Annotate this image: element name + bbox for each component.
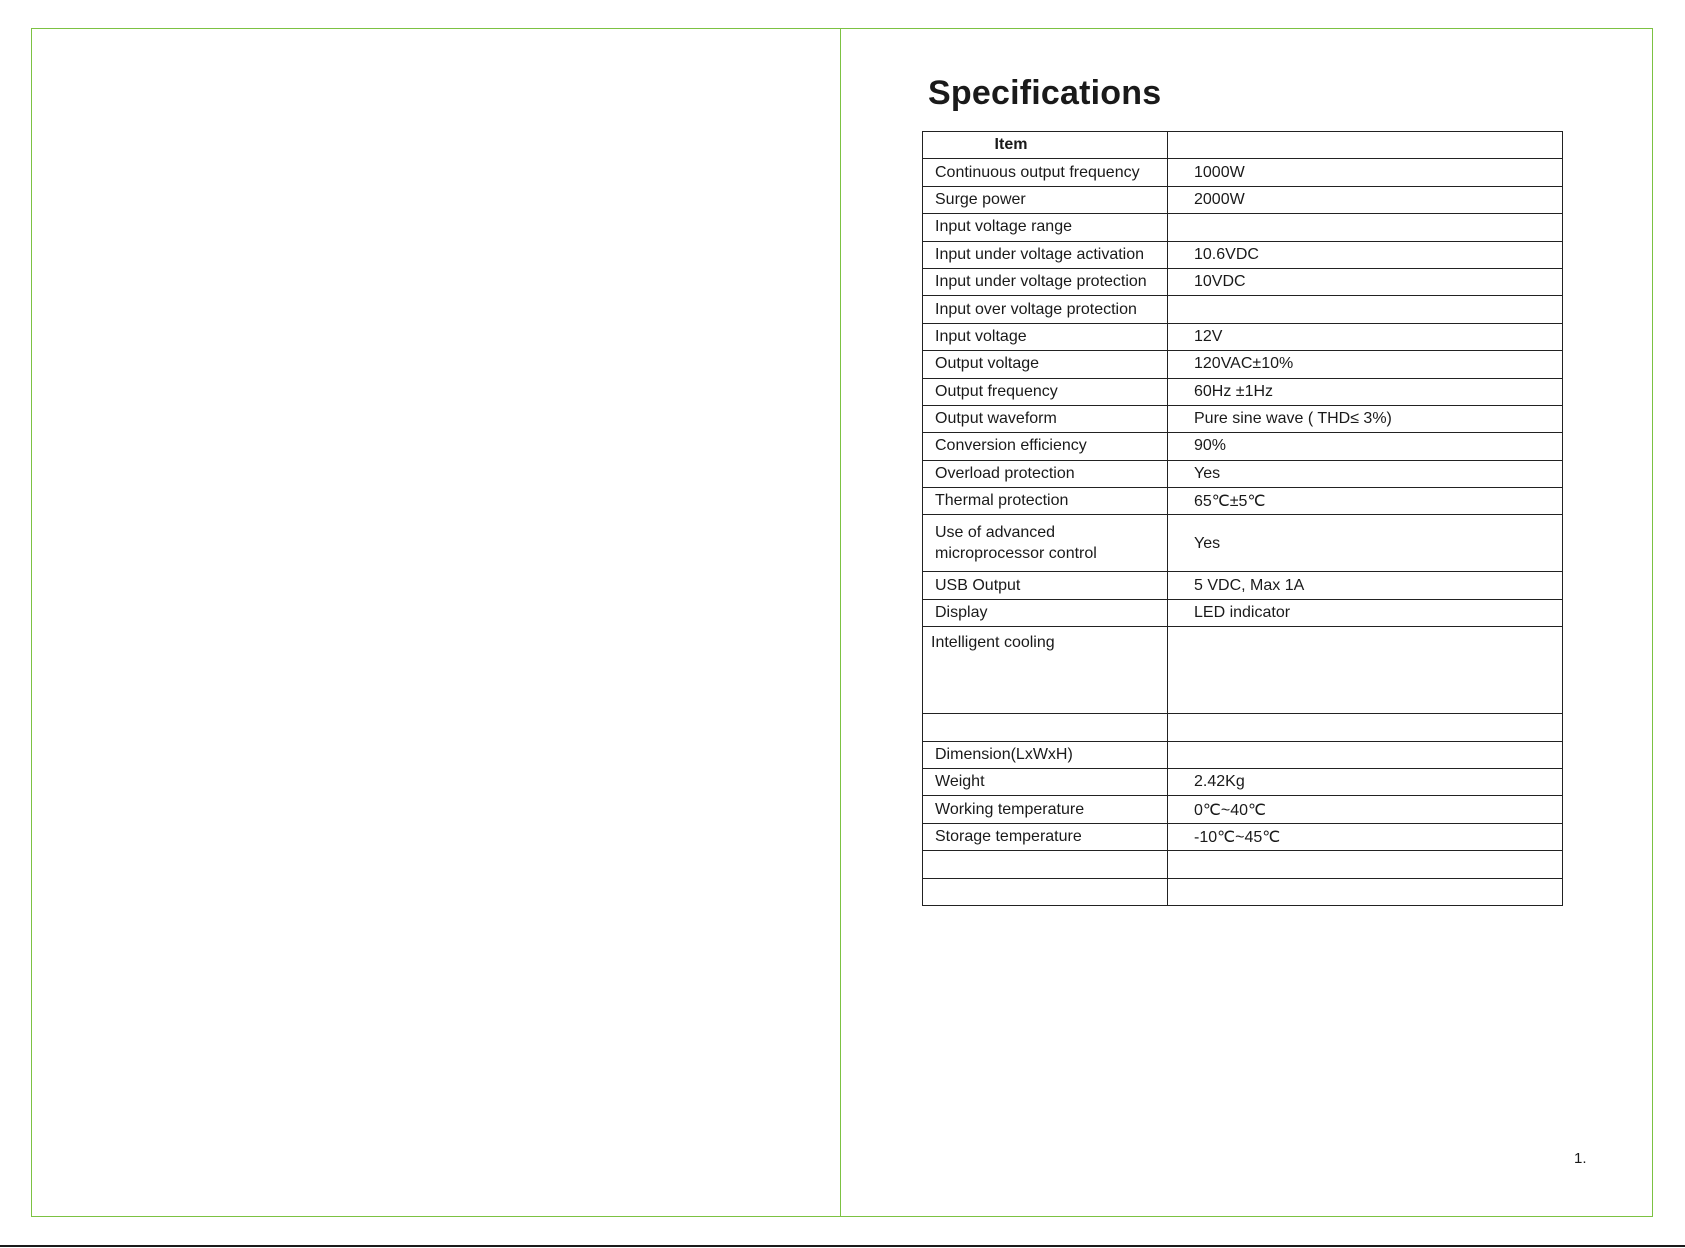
- spec-label: Intelligent cooling: [923, 627, 1168, 714]
- spec-value: 2000W: [1168, 186, 1563, 213]
- spec-value: Yes: [1168, 460, 1563, 487]
- spec-label: Input voltage: [923, 323, 1168, 350]
- spec-label: Continuous output frequency: [923, 159, 1168, 186]
- table-row: [923, 741, 1563, 768]
- spec-value: 2.42Kg: [1168, 769, 1563, 796]
- spec-value: 5 VDC, Max 1A: [1168, 572, 1563, 599]
- spec-value: Pure sine wave ( THD≤ 3%): [1168, 405, 1563, 432]
- spec-value: 60Hz ±1Hz: [1168, 378, 1563, 405]
- spec-value: 120VAC±10%: [1168, 351, 1563, 378]
- spec-label: Input under voltage activation: [923, 241, 1168, 268]
- spec-label: Use of advanced microprocessor control: [923, 515, 1168, 572]
- spec-value: 1000W: [1168, 159, 1563, 186]
- spec-value: 0℃~40℃: [1168, 796, 1563, 823]
- table-row: [923, 296, 1563, 323]
- spec-label: Weight: [923, 769, 1168, 796]
- spec-value: [1168, 878, 1563, 905]
- table-row: [923, 599, 1563, 626]
- header-item: Item: [923, 132, 1168, 159]
- table-row: [923, 823, 1563, 850]
- table-row: [923, 323, 1563, 350]
- table-row: [923, 769, 1563, 796]
- table-row: [923, 405, 1563, 432]
- spec-label: Thermal protection: [923, 488, 1168, 515]
- table-header-row: [923, 132, 1563, 159]
- left-page-frame: [31, 28, 841, 1217]
- spec-label: [923, 878, 1168, 905]
- spec-label: Input voltage range: [923, 214, 1168, 241]
- table-row: [923, 378, 1563, 405]
- table-row: [923, 714, 1563, 741]
- table-row: [923, 351, 1563, 378]
- spec-value: [1168, 296, 1563, 323]
- spec-label: [923, 714, 1168, 741]
- table-row: [923, 572, 1563, 599]
- spec-value: [1168, 741, 1563, 768]
- table-row: [923, 515, 1563, 572]
- spec-label: [923, 851, 1168, 878]
- table-row: [923, 460, 1563, 487]
- header-value: [1168, 132, 1563, 159]
- table-row: [923, 488, 1563, 515]
- spec-label: Output voltage: [923, 351, 1168, 378]
- spec-value: 10.6VDC: [1168, 241, 1563, 268]
- spec-value: 12V: [1168, 323, 1563, 350]
- table-row: [923, 433, 1563, 460]
- table-row: [923, 796, 1563, 823]
- spec-label: Surge power: [923, 186, 1168, 213]
- spec-label: Output frequency: [923, 378, 1168, 405]
- table-row: [923, 214, 1563, 241]
- spec-value: [1168, 214, 1563, 241]
- spec-value: [1168, 851, 1563, 878]
- spec-value: [1168, 714, 1563, 741]
- spec-value: 65℃±5℃: [1168, 488, 1563, 515]
- spec-value: [1168, 627, 1563, 714]
- spec-label: Input under voltage protection: [923, 268, 1168, 295]
- spec-label: Input over voltage protection: [923, 296, 1168, 323]
- specifications-table: [922, 131, 1563, 906]
- spec-value: 90%: [1168, 433, 1563, 460]
- spec-label: Storage temperature: [923, 823, 1168, 850]
- spec-label: Output waveform: [923, 405, 1168, 432]
- page-number: 1.: [1574, 1150, 1587, 1167]
- spec-value: LED indicator: [1168, 599, 1563, 626]
- spec-label: Dimension(LxWxH): [923, 741, 1168, 768]
- table-row: [923, 627, 1563, 714]
- spec-label: Overload protection: [923, 460, 1168, 487]
- table-row: [923, 878, 1563, 905]
- spec-value: Yes: [1168, 515, 1563, 572]
- spec-label: USB Output: [923, 572, 1168, 599]
- table-row: [923, 159, 1563, 186]
- spec-label: Working temperature: [923, 796, 1168, 823]
- spec-label: Display: [923, 599, 1168, 626]
- page-title: Specifications: [928, 74, 1162, 112]
- spec-value: -10℃~45℃: [1168, 823, 1563, 850]
- spec-label: Conversion efficiency: [923, 433, 1168, 460]
- table-row: [923, 186, 1563, 213]
- table-row: [923, 851, 1563, 878]
- spec-value: 10VDC: [1168, 268, 1563, 295]
- table-row: [923, 268, 1563, 295]
- table-row: [923, 241, 1563, 268]
- bottom-rule: [0, 1245, 1685, 1247]
